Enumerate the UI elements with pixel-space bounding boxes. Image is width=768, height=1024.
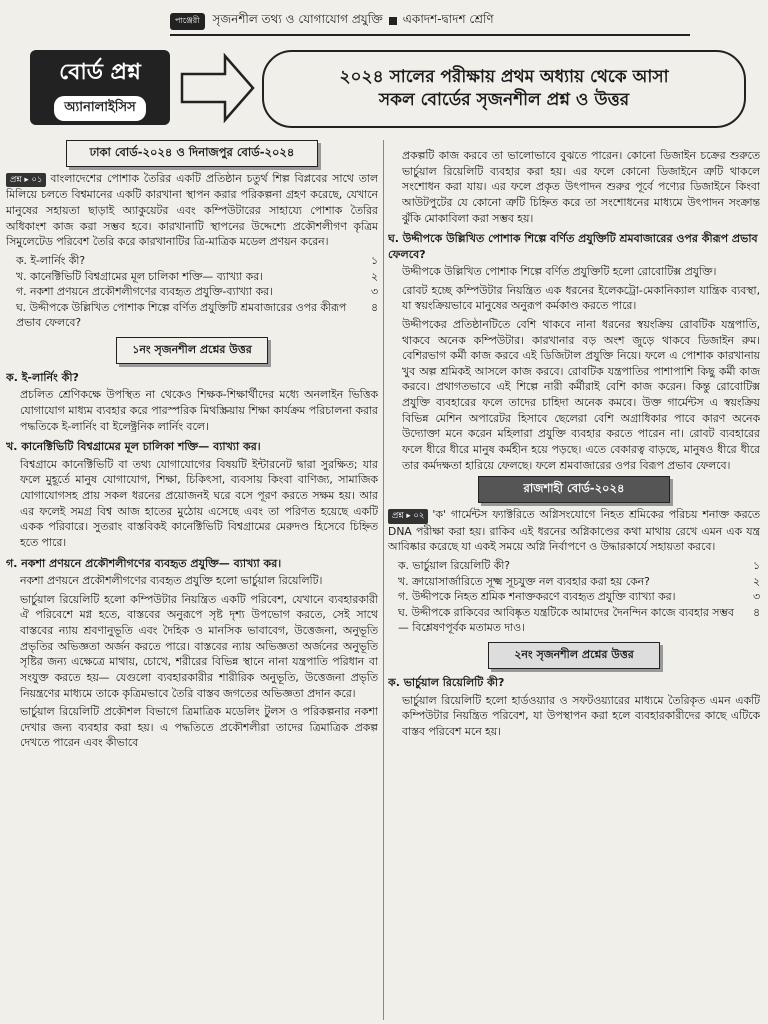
answer-heading-q2: ২নং সৃজনশীল প্রশ্নের উত্তর (488, 642, 660, 669)
q2-sub-kha (398, 574, 760, 590)
sub-question-text: ক. ভার্চুয়াল রিয়েলিটি কী? (398, 558, 511, 572)
sub-question-mark: ৩ (370, 285, 378, 299)
sub-question-text: ঘ. উদ্দীপকে উল্লিখিত পোশাক শিল্পে বর্ণিত প্রযুক্তিটি শ্রমবাজারের ওপর কীরূপ প্রভাব ফেলবে? (16, 300, 347, 330)
sub-question-text: খ. কানেক্টিভিটি বিশ্বগ্রামের মূল চালিকা শক্তি— ব্যাখ্যা কর। (16, 269, 264, 283)
right-column (388, 148, 760, 1020)
answer-gha-text-1: উদ্দীপকে উল্লিখিত পোশাক শিল্পে বর্ণিত প্রযুক্তিটি হলো রোবোটিক্স প্রযুক্তি। (402, 264, 717, 278)
board-heading-q2: রাজশাহী বোর্ড-২০২৪ (478, 476, 670, 503)
left-column (6, 140, 378, 1020)
answer-ga-text-1: নকশা প্রণয়নে প্রকৌশলীগণের ব্যবহৃত প্রযুক্তি হলো ভার্চুয়াল রিয়েলিটি। (20, 574, 323, 588)
q1-sub-kha (16, 269, 378, 285)
sub-question-mark: ২ (370, 269, 378, 283)
q1-stem (6, 171, 378, 250)
page-header (170, 8, 690, 36)
banner-subtitle: অ্যানালাইসিস (54, 96, 145, 121)
separator-square-icon (389, 17, 397, 25)
q2-sub-gha (398, 605, 760, 636)
banner-title: বোর্ড প্রশ্ন (59, 59, 141, 85)
answer-q2-ka-text: ভার্চুয়াল রিয়েলিটি হলো হার্ডওয়্যার ও সফটওয়্যারের মাধ্যমে তৈরিকৃত এমন একটি কম্পিউটার নিয়ন্ত্রিত পরিবেশ, যা উপস্থাপন করা হলে ব্যবহারকারীদের কাছে এটিকে বাস্তব পরিবেশ মনে হয়। (402, 693, 760, 738)
answer-kha-text: বিশ্বগ্রামে কানেক্টিভিটি বা তথ্য যোগাযোগের বিষয়টি ইন্টারনেট দ্বারা সুরক্ষিত; যার ফলে মুহূর্তে মানুষ যোগাযোগ, শিক্ষা, চিকিৎসা, ব্যবসায় কিংবা বাণিজ্য, সামাজিক যোগাযোগসহ প্রায় সকল ধরনের প্রয়োজনই ঘরে বসে পূরণ করতে সক্ষম হয়। আর এর ফলেই সমগ্র বিশ্ব আজ হাতের মুঠোয় এসেছে এবং তা পরিণত হয়েছে একটি একক পরিবারে। সুতরাং বাস্তবিকই কানেক্টিভিটি বিশ্বগ্রামের মেরুদণ্ড হিসেবে চিহ্নিত হতে পারে। (20, 457, 378, 549)
right-arrow-icon (180, 52, 255, 124)
answer-ka-question: ক. ই-লার্নিং কী? (6, 371, 79, 385)
brand-logo: পাঞ্জেরী (170, 13, 205, 30)
sub-question-text: গ. নকশা প্রণয়নে প্রকৌশলীগণের ব্যবহৃত প্রযুক্তি-ব্যাখ্যা কর। (16, 285, 273, 299)
sub-question-mark: ১ (370, 253, 378, 267)
q2-stem (388, 507, 760, 555)
banner-title-box (30, 50, 170, 125)
sub-question-text: গ. উদ্দীপকে নিহত শ্রমিক শনাক্তকরণে ব্যবহৃত প্রযুক্তি ব্যাখ্যা কর। (398, 590, 676, 604)
sub-question-mark: ২ (752, 574, 760, 588)
subject-title: সৃজনশীল তথ্য ও যোগাযোগ প্রযুক্তি (212, 12, 383, 26)
banner-headline (262, 50, 746, 128)
q2-stem-text: 'ক' গার্মেন্টস ফ্যাক্টরিতে অগ্নিসংযোগে নিহত শ্রমিকের পরিচয় শনাক্ত করতে DNA পরীক্ষা করা হয়। রাকিব এই ধরনের অগ্নিকাণ্ডের কথা মাথায় রেখে এমন এক যন্ত্র আবিষ্কার করেছে যা একই সময়ে অগ্নি নির্বাপণে ও উদ্ধারকার্যে সহায়তা করবে। (388, 508, 760, 554)
q2-sub-ka (398, 558, 760, 574)
q1-sub-ga (16, 284, 378, 300)
sub-question-text: খ. ক্রায়োসার্জারিতে সূক্ষ্ম সূচযুক্ত নল ব্যবহার করা হয় কেন? (398, 574, 650, 588)
question-badge: প্রশ্ন ▸ ০২ (388, 509, 428, 523)
q1-stem-text: বাংলাদেশের পোশাক তৈরির একটি প্রতিষ্ঠান চতুর্থ শিল্প বিপ্লবের সাথে তাল মিলিয়ে চলতে বিশ্বমানের একটি কারখানা স্থাপন করার পরিকল্পনা গ্রহণ করেছে, যেখানে মানুষের সহায়তা ছাড়াই অ্যাকুয়েটর এবং কম্পিউটারের সাহায্যে পোশাক তৈরির অধিকাংশ কাজ করা সম্ভব হবে। কারখানাটি স্থাপনের উদ্দেশ্যে প্রকৌশলীগণ কৃত্রিম সিমুলেটেড পরিবেশ তৈরি করে কারখানাটির ত্রি-মাত্রিক মডেল প্রণয়ন করেন। (6, 172, 378, 249)
answer-kha-question: খ. কানেক্টিভিটি বিশ্বগ্রামের মূল চালিকা শক্তি— ব্যাখ্যা কর। (6, 440, 261, 454)
q1-sub-ka (16, 253, 378, 269)
board-heading-q1: ঢাকা বোর্ড-২০২৪ ও দিনাজপুর বোর্ড-২০২৪ (66, 140, 318, 167)
q1-sub-gha (16, 300, 378, 331)
sub-question-text: ক. ই-লার্নিং কী? (16, 253, 86, 267)
answer-q2-ka-question: ক. ভার্চুয়াল রিয়েলিটি কী? (388, 676, 505, 690)
answer-ka-text: প্রচলিত শ্রেণিকক্ষে উপস্থিত না থেকেও শিক্ষক-শিক্ষার্থীদের মধ্যে অনলাইন ভিত্তিক যোগাযোগ মাধ্যম ব্যবহার করে পারস্পরিক মিথস্ক্রিয়ায় শিক্ষা কার্যক্রম পরিচালনা করার পদ্ধতিকে ই-লার্নিং বা ইলেক্ট্রনিক লার্নিং বলে। (20, 388, 378, 433)
answer-gha-text-3: উদ্দীপকের প্রতিষ্ঠানটিতে বেশি থাকবে নানা ধরনের স্বয়ংক্রিয় রোবটিক যন্ত্রপাতি, থাকবে অনেক কম্পিউটার। কারখানার বড় অংশ জুড়ে থাকবে ডিজাইন রুম। বেশিরভাগ কর্মী কাজ করবে এই ডিজিটাল প্রযুক্তি নিয়ে। ফলে এ পোশাক কারখানায় খুব অল্প শ্রমিকই আসলে কাজ করবে। রোবটিক যন্ত্রপাতির পাশাপাশি কিছু কর্মী কাজ করবে। প্রথাগতভাবে এই শিল্পে নারী কর্মীরাই বেশি কাজ করেন। কিন্তু রোবোটিক্স প্রযুক্তি ব্যবহারের ফলে তাদের চাহিদা অনেক কমবে। উক্ত গার্মেন্টস এ স্বয়ংক্রিয় বিভিন্ন মেশিন অপারেটর হিসাবে ছেলেরা বেশি অগ্রাধিকার পাবে কারণ অনেক উদ্যোক্তা মনে করেন মহিলারা প্রযুক্তি ব্যবহার করতে পারেন না। রোবট ব্যবহারের ফলে ধীরে ধীরে মানুষ কর্মহীন হয়ে পড়ছে। এতে বেকারত্ব বাড়ছে, মানুষও ধীরে ধীরে তার কর্মদক্ষতা হারিয়ে ফেলছে। ফলে শ্রমবাজারের ওপর বিরূপ প্রভাব ফেলবে। (402, 317, 760, 472)
class-label: একাদশ-দ্বাদশ শ্রেণি (402, 12, 494, 26)
banner-headline-line2: সকল বোর্ডের সৃজনশীল প্রশ্ন ও উত্তর (378, 90, 630, 110)
sub-question-mark: ১ (752, 558, 760, 572)
answer-ga-text-3: ভার্চুয়াল রিয়েলিটি প্রকৌশল বিভাগে ত্রিমাত্রিক মডেলিং টুলস ও পরিকল্পনার নকশা দেখার জন্য ব্যবহার করা হয়। এ পদ্ধতিতে প্রকৌশলীরা তাদের ত্রিমাত্রিক প্রকল্প দেখতে পারেন এবং কীভাবে (20, 705, 378, 750)
answer-ga-continued: প্রকল্পটি কাজ করবে তা ভালোভাবে বুঝতে পারেন। কোনো ডিজাইন চক্রের শুরুতে ভার্চুয়াল রিয়েলিটি ব্যবহার করা হয়। এর ফলে কোনো ডিজাইনে ত্রুটি থাকলে সংশোধন করা যায়। এর ফলে প্রকৃত উৎপাদন শুরুর পূর্বে পণ্যের ডিজাইনে কিংবা আউটপুটের যে কোনো ত্রুটি চিহ্নিত করে তা সংশোধনের মাধ্যমে উৎপাদন সংক্রান্ত ঝুঁকি মোকাবিলা করা সম্ভব হয়। (402, 149, 760, 225)
sub-question-text: ঘ. উদ্দীপকে রাকিবের আবিষ্কৃত যন্ত্রটিকে আমাদের দৈনন্দিন কাজে ব্যবহার সম্ভব— বিশ্লেষণপূর্বক মতামত দাও। (398, 605, 734, 635)
column-divider (383, 140, 384, 1020)
sub-question-mark: ৪ (370, 300, 378, 314)
sub-question-mark: ৪ (752, 605, 760, 619)
question-badge: প্রশ্ন ▸ ০১ (6, 173, 46, 187)
sub-question-mark: ৩ (752, 590, 760, 604)
answer-ga-text-2: ভার্চুয়াল রিয়েলিটি হলো কম্পিউটার নিয়ন্ত্রিত একটি পরিবেশ, যেখানে ব্যবহারকারী ঐ পরিবেশে মগ্ন হতে, বাস্তবের অনুরূপে সৃষ্ট দৃশ্য উপভোগ করতে, সেই সাথে বাস্তবের ন্যায় শ্রবণানুভূতি এবং দৈহিক ও মানসিক ভাবাবেগ, উত্তেজনা, অনুভূতি প্রভৃতির অভিজ্ঞতা অর্জন করতে পারে। বাস্তবের ন্যায় অভিজ্ঞতা অর্জনের অনুভূতি সৃষ্টির জন্য এক্ষেত্রে মাথায়, চোখে, শরীরের বিভিন্ন স্থানে নানা যন্ত্রপাতি পরিধান বা সংযুক্ত করতে হয়— যেগুলো ব্যবহারকারীর শারীরিক অনুভূতি, উত্তেজনা প্রভৃতি নিয়ন্ত্রণের মাধ্যমে তাকে কৃত্রিমভাবে তৈরি বাস্তব জগতের অভিজ্ঞতা প্রদান করে। (20, 592, 378, 700)
answer-heading-q1: ১নং সৃজনশীল প্রশ্নের উত্তর (116, 337, 268, 364)
answer-ga-question: গ. নকশা প্রণয়নে প্রকৌশলীগণের ব্যবহৃত প্রযুক্তি— ব্যাখ্যা কর। (6, 556, 282, 570)
answer-gha-text-2: রোবট হচ্ছে কম্পিউটার নিয়ন্ত্রিত এক ধরনের ইলেকট্রো-মেকানিক্যাল যান্ত্রিক ব্যবস্থা, যা স্বয়ংক্রিয়ভাবে মানুষের অনুরূপ কর্মকাণ্ড করতে পারে। (402, 283, 760, 313)
banner-headline-line1: ২০২৪ সালের পরীক্ষায় প্রথম অধ্যায় থেকে আসা (339, 67, 669, 88)
answer-gha-question: ঘ. উদ্দীপকে উল্লিখিত পোশাক শিল্পে বর্ণিত প্রযুক্তিটি শ্রমবাজারের ওপর কীরূপ প্রভাব ফেলবে? (388, 232, 758, 261)
q2-sub-ga (398, 589, 760, 605)
